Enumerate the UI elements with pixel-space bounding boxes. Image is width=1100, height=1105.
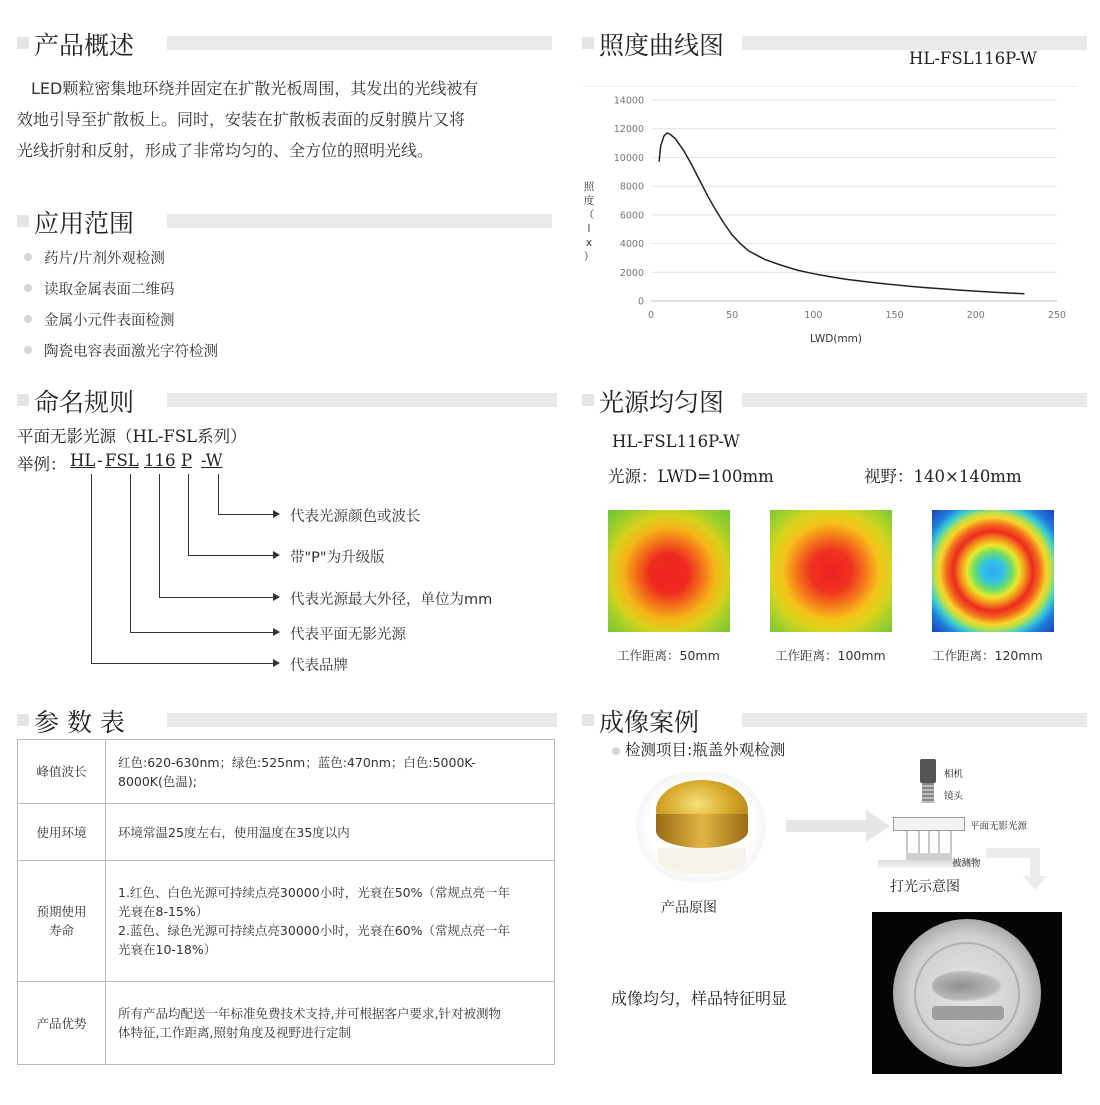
param-key: 预期使用 寿命 [18, 861, 106, 982]
y-axis-label [582, 180, 596, 264]
x-tick-label: 0 [647, 310, 655, 321]
example-prefix: 举例： [17, 455, 67, 474]
flow-arrow-icon [786, 820, 866, 832]
imaging-result-photo [872, 912, 1062, 1074]
product-photo [636, 772, 766, 882]
part-brand: HL [70, 451, 96, 470]
light-source-icon [893, 817, 965, 831]
imaging-item: 检测项目:瓶盖外观检测 [612, 738, 785, 760]
heatmap-caption: 工作距离：100mm [775, 648, 886, 663]
naming-desc: 代表光源颜色或波长 [290, 509, 421, 525]
param-key: 产品优势 [18, 982, 106, 1065]
x-tick-label: 150 [885, 310, 904, 321]
product-caption: 产品原图 [661, 900, 717, 916]
diagram-caption: 打光示意图 [890, 879, 960, 895]
x-tick-label: 250 [1047, 310, 1067, 321]
naming-desc: 代表平面无影光源 [290, 627, 406, 643]
param-value: 所有产品均配送一年标准免费技术支持,并可根据客户要求,针对被测物 体特征,工作距离,照射角度及视野进行定制 [106, 982, 555, 1065]
applications-title: 应用范围 [34, 209, 135, 238]
y-tick-label: 8000 [619, 181, 644, 193]
fish-logo-icon [932, 970, 1004, 1002]
uniformity-title: 光源均匀图 [599, 388, 725, 417]
heatmap-caption: 工作距离：120mm [932, 648, 1043, 663]
naming-example [17, 451, 257, 473]
naming-desc: 代表品牌 [290, 658, 348, 674]
y-tick-label: 14000 [613, 95, 644, 107]
part-series: FSL [105, 451, 139, 470]
uniformity-section-title [582, 387, 1087, 415]
y-tick-label: 2000 [619, 267, 644, 279]
table-row [18, 740, 555, 804]
y-axis-label-text: 照 度 （ l x ） [583, 181, 595, 263]
overview-line: 效地引导至扩散板上。同时，安装在扩散板表面的反射膜片又将 [17, 110, 466, 129]
y-tick-label: 6000 [619, 210, 644, 222]
overview-line: 光线折射和反射，形成了非常均匀的、全方位的照明光线。 [17, 141, 434, 160]
param-value: 1.红色、白色光源可持续点亮30000小时，光衰在50%（常规点亮一年 光衰在8-15%） 2.蓝色、绿色光源可持续点亮30000小时，光衰在60%（常规点亮一年 光衰在10-18%） [106, 861, 555, 982]
x-axis-label: LWD(mm) [809, 333, 863, 345]
source-label: 光源：LWD=100mm [608, 467, 774, 486]
illuminance-chart [580, 90, 1080, 355]
y-tick-label: 10000 [613, 152, 644, 164]
naming-section-title [17, 387, 557, 415]
x-tick-label: 50 [726, 310, 739, 321]
camera-label: 相机 [944, 769, 964, 780]
table-row [18, 804, 555, 861]
lens-label: 镜头 [944, 791, 964, 802]
applications-section-title [17, 208, 552, 236]
naming-desc: 代表光源最大外径，单位为mm [290, 592, 493, 608]
curve-model: HL-FSL116P-W [909, 49, 1037, 68]
params-section-title [17, 707, 557, 735]
x-tick-label: 100 [804, 310, 823, 321]
imaging-section-title [582, 707, 1087, 735]
flow-arrow-head [866, 810, 890, 842]
overview-text [17, 73, 557, 166]
camera-icon [920, 759, 936, 783]
overview-line: LED颗粒密集地环绕并固定在扩散光板周围，其发出的光线被有 [31, 79, 479, 98]
overview-section-title [17, 30, 552, 58]
overview-title: 产品概述 [34, 31, 135, 60]
bullet-icon [24, 253, 32, 261]
light-label: 平面无影光源 [970, 821, 1028, 832]
heatmap-120mm [932, 510, 1054, 632]
heatmap-50mm [608, 510, 730, 632]
naming-title: 命名规则 [34, 388, 135, 417]
x-tick-label: 200 [966, 310, 985, 321]
part-dash: - [97, 451, 103, 470]
part-size: 116 [144, 451, 176, 470]
heatmap-100mm [770, 510, 892, 632]
y-tick-label: 12000 [613, 124, 644, 136]
imaging-result-text: 成像均匀，样品特征明显 [611, 989, 788, 1008]
object-label: 被测物 [952, 858, 981, 869]
uniformity-model: HL-FSL116P-W [612, 432, 740, 451]
part-upgrade: P [181, 451, 193, 470]
fov-label: 视野：140×140mm [864, 467, 1022, 486]
naming-desc: 带"P"为升级版 [290, 550, 385, 566]
bullet-icon [24, 315, 32, 323]
imaging-title: 成像案例 [599, 708, 700, 737]
params-title: 参 数 表 [34, 708, 125, 737]
bullet-icon [612, 747, 620, 755]
table-row [18, 982, 555, 1065]
heatmap-caption: 工作距离：50mm [617, 648, 720, 663]
part-color: -W [201, 451, 223, 470]
lens-icon [922, 783, 934, 803]
bullet-icon [24, 346, 32, 354]
y-tick-label: 4000 [619, 239, 644, 251]
param-key: 使用环境 [18, 804, 106, 861]
table-row [18, 861, 555, 982]
bullet-icon [24, 284, 32, 292]
param-value: 红色:620-630nm；绿色:525nm；蓝色:470nm；白色:5000K- 8000K(色温); [106, 740, 555, 804]
param-key: 峰值波长 [18, 740, 106, 804]
curve-title: 照度曲线图 [599, 31, 725, 60]
param-value: 环境常温25度左右，使用温度在35度以内 [106, 804, 555, 861]
naming-series: 平面无影光源（HL-FSL系列） [17, 427, 247, 446]
params-table [17, 739, 555, 1065]
y-tick-label: 0 [637, 296, 644, 308]
object-icon [906, 853, 952, 860]
